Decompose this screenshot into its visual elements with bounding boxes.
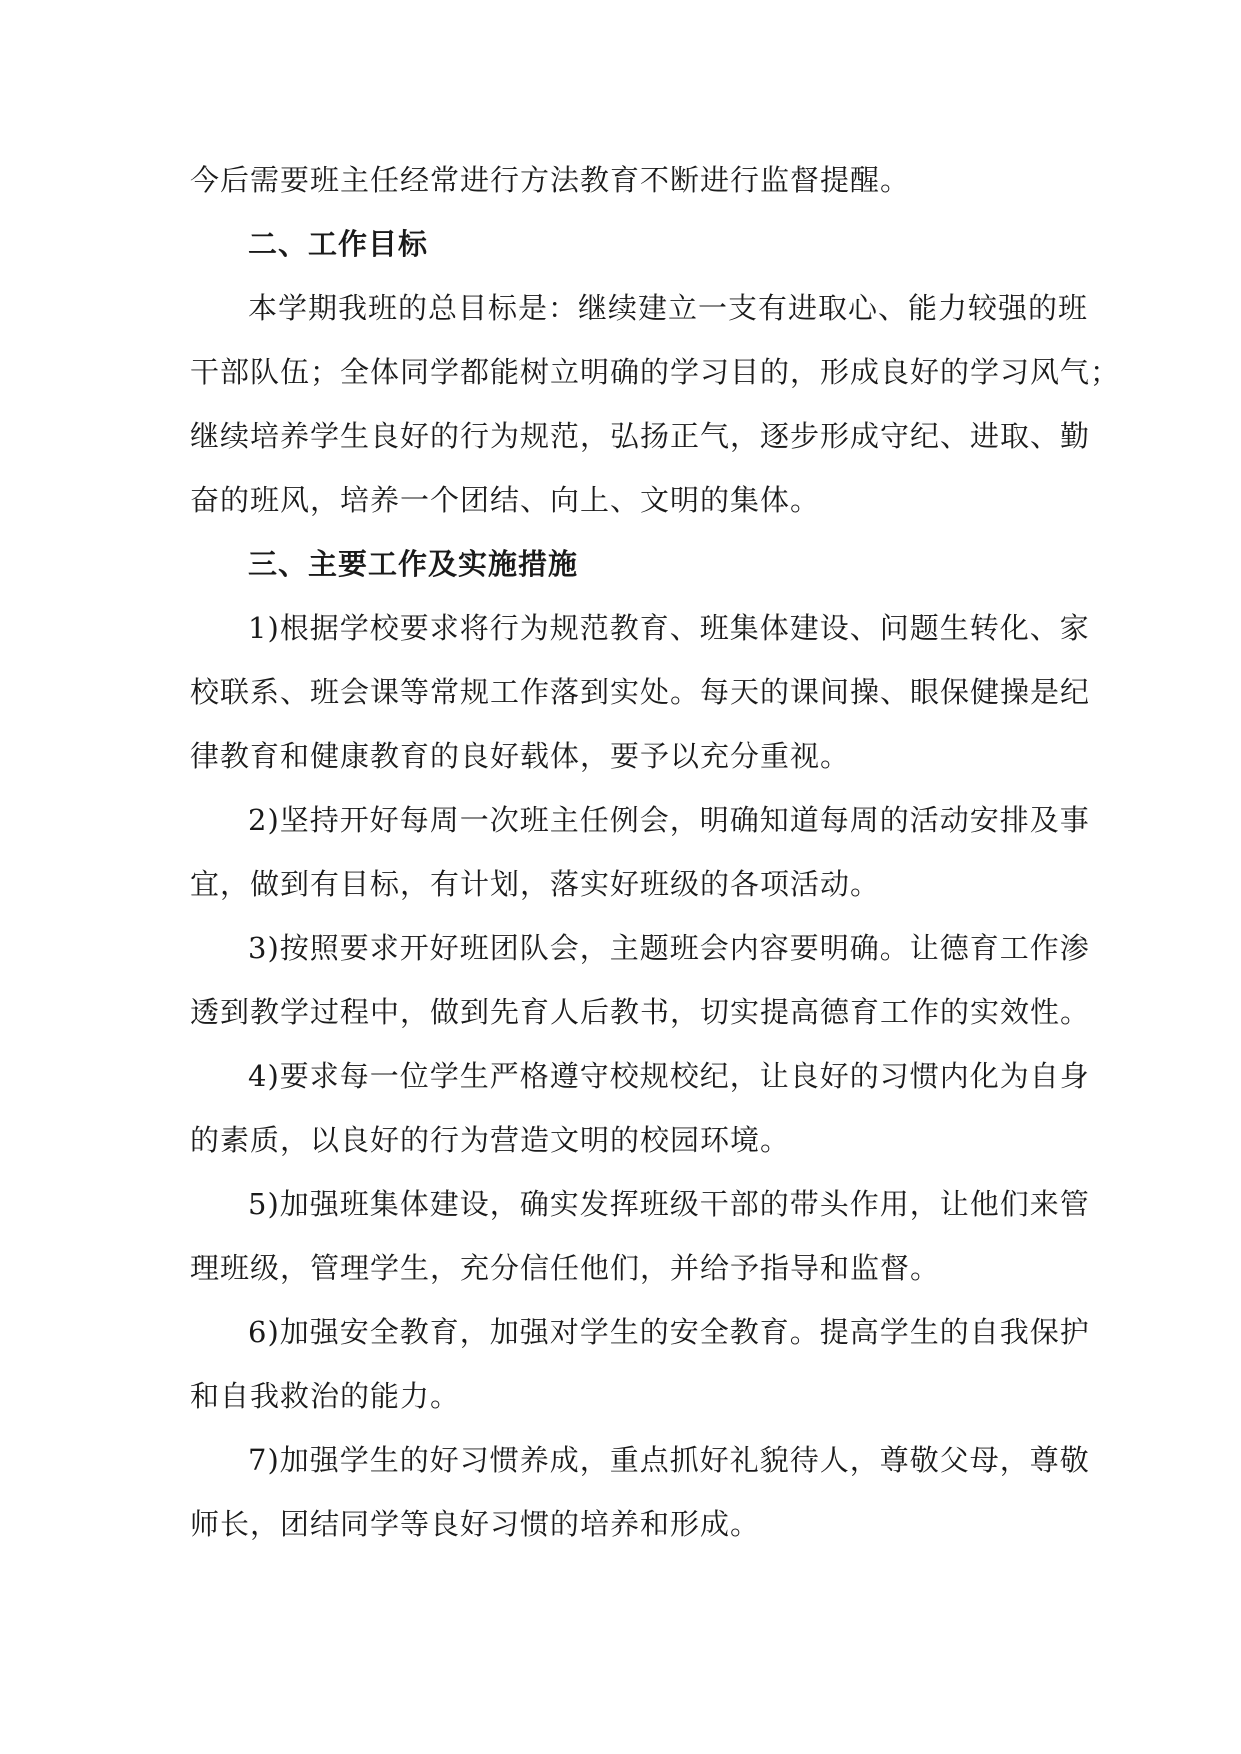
paragraph-line: 律教育和健康教育的良好载体，要予以充分重视。 bbox=[190, 739, 851, 773]
paragraph-line: 干部队伍；全体同学都能树立明确的学习目的，形成良好的学习风气； bbox=[190, 355, 1121, 389]
section-heading-goals: 二、工作目标 bbox=[248, 227, 429, 261]
paragraph-line: 今后需要班主任经常进行方法教育不断进行监督提醒。 bbox=[190, 163, 911, 197]
paragraph-line: 4)要求每一位学生严格遵守校规校纪，让良好的习惯内化为自身 bbox=[248, 1059, 1090, 1093]
paragraph-line: 宜，做到有目标，有计划，落实好班级的各项活动。 bbox=[190, 867, 881, 901]
paragraph-line: 6)加强安全教育，加强对学生的安全教育。提高学生的自我保护 bbox=[248, 1315, 1090, 1349]
paragraph-line: 的素质，以良好的行为营造文明的校园环境。 bbox=[190, 1123, 791, 1157]
paragraph-line: 1)根据学校要求将行为规范教育、班集体建设、问题生转化、家 bbox=[248, 611, 1090, 645]
paragraph-line: 理班级，管理学生，充分信任他们，并给予指导和监督。 bbox=[190, 1251, 941, 1285]
paragraph-line: 5)加强班集体建设，确实发挥班级干部的带头作用，让他们来管 bbox=[248, 1187, 1090, 1221]
paragraph-line: 3)按照要求开好班团队会，主题班会内容要明确。让德育工作渗 bbox=[248, 931, 1090, 965]
paragraph-line: 7)加强学生的好习惯养成，重点抓好礼貌待人，尊敬父母，尊敬 bbox=[248, 1443, 1090, 1477]
section-heading-measures: 三、主要工作及实施措施 bbox=[248, 547, 579, 581]
paragraph-line: 透到教学过程中，做到先育人后教书，切实提高德育工作的实效性。 bbox=[190, 995, 1091, 1029]
paragraph-line: 校联系、班会课等常规工作落到实处。每天的课间操、眼保健操是纪 bbox=[190, 675, 1091, 709]
paragraph-line: 奋的班风，培养一个团结、向上、文明的集体。 bbox=[190, 483, 821, 517]
paragraph-line: 本学期我班的总目标是：继续建立一支有进取心、能力较强的班 bbox=[248, 291, 1089, 325]
paragraph-line: 继续培养学生良好的行为规范，弘扬正气，逐步形成守纪、进取、勤 bbox=[190, 419, 1091, 453]
paragraph-line: 2)坚持开好每周一次班主任例会，明确知道每周的活动安排及事 bbox=[248, 803, 1090, 837]
paragraph-line: 和自我救治的能力。 bbox=[190, 1379, 461, 1413]
paragraph-line: 师长，团结同学等良好习惯的培养和形成。 bbox=[190, 1507, 761, 1541]
